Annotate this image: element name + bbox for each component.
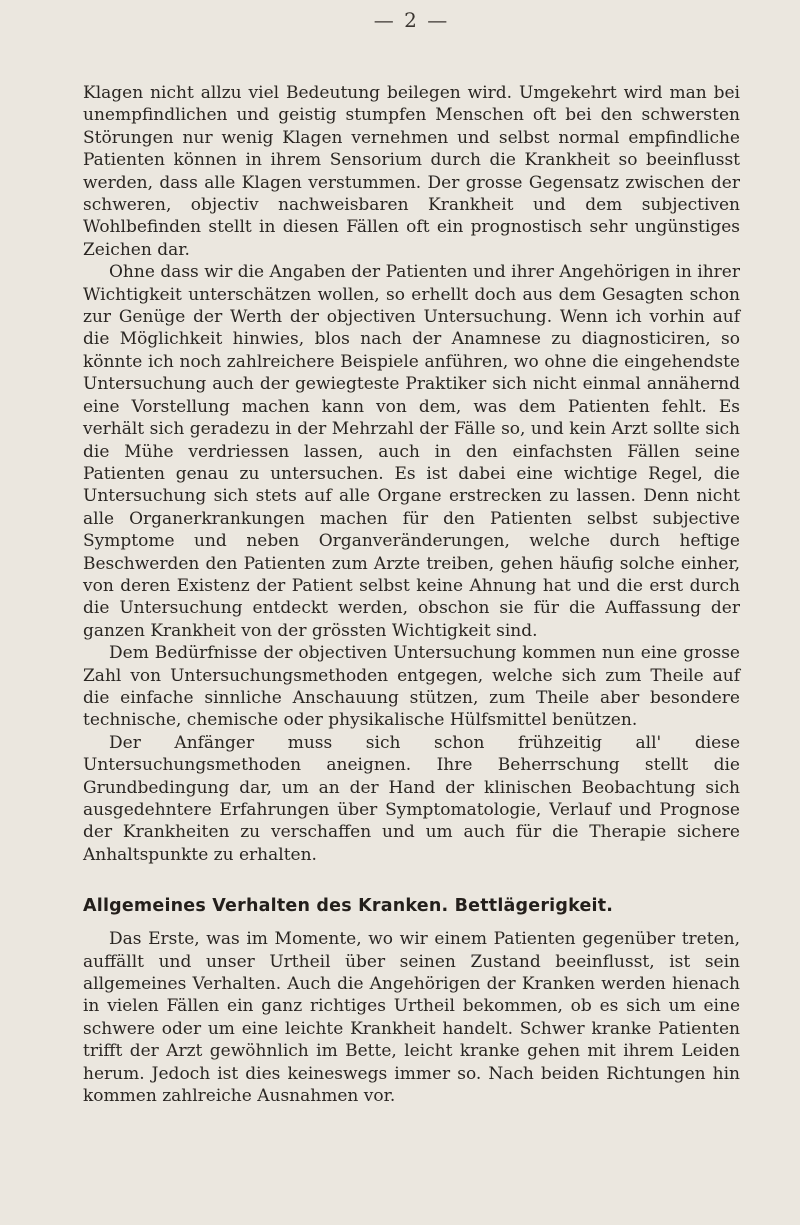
body-text [83, 82, 740, 1107]
page-number: — 2 — [373, 8, 450, 32]
paragraph-4: Der Anfänger muss sich schon frühzeitig all' diese Untersuchungsmethoden aneignen. Ihre Beherrschung stellt die Grundbedingung dar, um an der Hand der klinischen Beobachtung sich ausgedehntere Erfahrungen über Symptomatologie, Verlauf und Prognose der Krankheiten zu verschaffen und um auch für die Therapie sichere Anhaltspunkte zu erhalten. [83, 732, 740, 865]
section-heading: Allgemeines Verhalten des Kranken. Bettlägerigkeit. [83, 896, 614, 917]
paragraph-1: Klagen nicht allzu viel Bedeutung beilegen wird. Umgekehrt wird man bei unempfindlichen und geistig stumpfen Menschen oft bei den schwersten Störungen nur wenig Klagen vernehmen und selbst normal empfindliche Patienten können in ihrem Sensorium durch die Krankheit so beeinflusst werden, dass alle Klagen verstummen. Der grosse Gegensatz zwischen der schweren, objectiv nachweisbaren Krankheit und dem subjectiven Wohlbefinden stellt in diesen Fällen oft ein prognostisch sehr ungünstiges Zeichen dar. [83, 83, 740, 260]
paragraph-2: Ohne dass wir die Angaben der Patienten und ihrer Angehörigen in ihrer Wichtigkeit unterschätzen wollen, so erhellt doch aus dem Gesagten schon zur Genüge der Werth der objectiven Untersuchung. Wenn ich vorhin auf die Möglichkeit hinwies, blos nach der Anamnese zu diagnosticiren, so könnte ich noch zahlreichere Beispiele anführen, wo ohne die eingehendste Untersuchung auch der gewiegteste Praktiker sich nicht einmal annähernd eine Vorstellung machen kann von dem, was dem Patienten fehlt. Es verhält sich geradezu in der Mehrzahl der Fälle so, und kein Arzt sollte sich die Mühe verdriessen lassen, auch in den einfachsten Fällen seine Patienten genau zu untersuchen. Es ist dabei eine wichtige Regel, die Untersuchung sich stets auf alle Organe erstrecken zu lassen. Denn nicht alle Organerkrankungen machen für den Patienten selbst subjective Symptome und neben Organveränderungen, welche durch heftige Beschwerden den Patienten zum Arzte treiben, gehen häufig solche einher, von deren Existenz der Patient selbst keine Ahnung hat und die erst durch die Untersuchung entdeckt werden, obschon sie für die Auffassung der ganzen Krankheit von der grössten Wichtigkeit sind. [83, 262, 740, 641]
paragraph-3: Dem Bedürfnisse der objectiven Untersuchung kommen nun eine grosse Zahl von Untersuchungsmethoden entgegen, welche sich zum Theile auf die einfache sinnliche Anschauung stützen, zum Theile aber besondere technische, chemische oder physikalische Hülfsmittel benützen. [83, 643, 740, 731]
section-paragraph: Das Erste, was im Momente, wo wir einem Patienten gegenüber treten, auffällt und unser Urtheil über seinen Zustand beeinflusst, ist sein allgemeines Verhalten. Auch die Angehörigen der Kranken werden hienach in vielen Fällen ein ganz richtiges Urtheil bekommen, ob es sich um eine schwere oder um eine leichte Krankheit handelt. Schwer kranke Patienten trifft der Arzt gewöhnlich im Bette, leicht kranke gehen mit ihrem Leiden herum. Jedoch ist dies keineswegs immer so. Nach beiden Richtungen hin kommen zahlreiche Ausnahmen vor. [83, 929, 740, 1107]
